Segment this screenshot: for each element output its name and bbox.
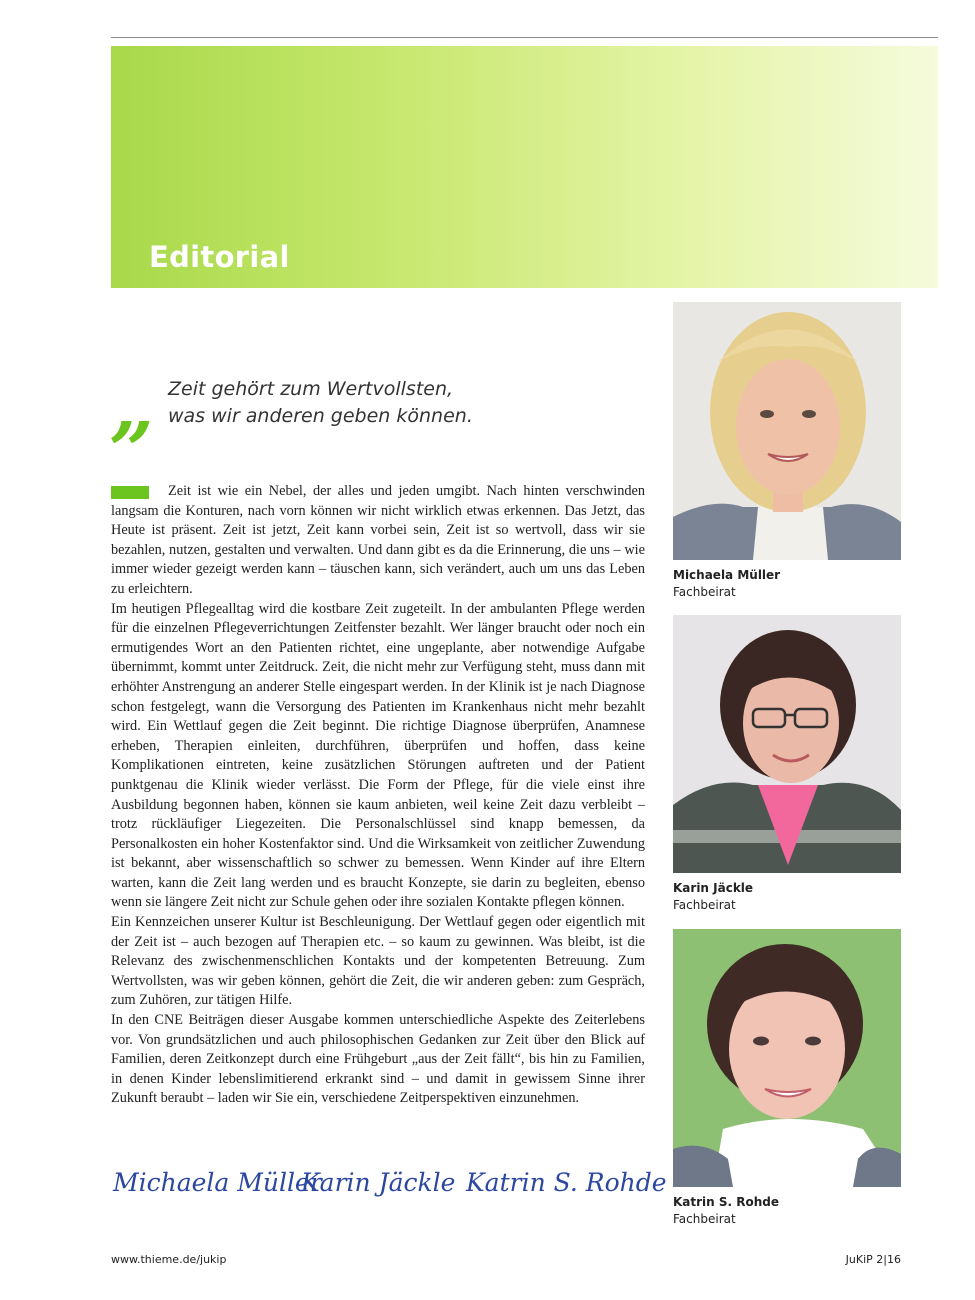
top-rule [111,37,938,38]
signatures [111,1162,667,1224]
article-paragraph: Zeit ist wie ein Nebel, der alles und jeden umgibt. Nach hinten verschwinden langsam die Konturen, nach vorn können wir nicht wirklich etwas erkennen. Das Jetzt, das Heute ist präsent. Zeit ist jetzt, Zeit kann vorbei sein, Zeit ist so wertvoll, dass wir sie bezahlen, nutzen, gestalten und verwalten. Und dann gibt es da die Erinnerung, die uns – wie immer wieder gezeigt werden kann – täuschen kann, sich verändert, auch um uns das Leben zu erleichtern. [111,483,645,597]
signature-1: Michaela Müller [113,1168,322,1197]
footer-url[interactable]: www.thieme.de/jukip [111,1253,227,1266]
quote-mark: „ [110,361,155,452]
signature-3: Katrin S. Rohde [466,1168,667,1197]
pull-quote-line-2: was wir anderen geben können. [168,405,473,427]
signature-2: Karin Jäckle [301,1168,456,1197]
board-member-name: Katrin S. Rohde [673,1195,780,1209]
portrait-photo-3 [673,929,901,1187]
board-member-role: Fachbeirat [673,1212,736,1226]
portrait-photo-1 [673,302,901,560]
article-paragraph: Ein Kennzeichen unserer Kultur ist Beschleunigung. Der Wettlauf gegen oder eigentlich mit der Zeit ist – auch bezogen auf Therapien etc. – so kaum zu gewinnen. Was bleibt, ist die Relevanz des zwischenmenschlichen Kontakts und der kompetenten Betreuung. Zum Wertvollsten, was wir geben können, gehört die Zeit, die wir anderen geben: zum Gespräch, zum Zuhören, zur tätigen Hilfe. [111,914,645,1009]
board-member-name: Karin Jäckle [673,881,754,895]
article-paragraph: Im heutigen Pflegealltag wird die kostbare Zeit zugeteilt. In der ambulanten Pflege werden für die einzelnen Pflegeverrichtungen Zeitfenster bezahlt. Wer länger braucht oder noch ein ermutigendes Wort an den Patienten richtet, eine ungeplante, aber notwendige Aufgabe übernimmt, kommt unter Zeitdruck. Zeit, die nicht mehr zur Verfügung steht, muss dann mit erhöhter Anstrengung an anderer Stelle eingespart werden. In der Klinik ist je nach Diagnose schon festgelegt, wann die Versorgung des Patienten im Krankenhaus nicht mehr bezahlt wird. Ein Wettlauf gegen die Zeit beginnt. Die richtige Diagnose überprüfen, Anamnese erheben, Therapien einleiten, durchführen, überprüfen und hoffen, dass keine Komplikationen eintreten, keine zusätzlichen Störungen auftreten und der Patient punktgenau die Klinik wieder verlässt. Die Form der Pflege, für die viele einst ihre Ausbildung begonnen haben, können sie kaum anbieten, weil keine Zeit dazu verbleibt – trotz rückläufiger Liegezeiten. Die Personalschlüssel sind knapp bemessen, da Personalkosten ein hoher Kostenfaktor sind. Und die Wirksamkeit von zeitlicher Zuwendung ist bekannt, aber wissenschaftlich so schwer zu bemessen. Wenn Kinder auf ihre Eltern warten, kann die Zeit lang werden und es braucht Konzepte, sie darin zu begleiten, ebenso wenn sie längere Zeit nicht zur Schule gehen oder ihre sozialen Kontakte pflegen können. [111,600,645,911]
page-title: Editorial [149,240,290,274]
board-member-role: Fachbeirat [673,585,736,599]
board-member-role: Fachbeirat [673,898,736,912]
article-body [111,482,645,1109]
header-banner [111,46,938,288]
footer-issue: JuKiP 2|16 [845,1253,901,1266]
pull-quote-line-1: Zeit gehört zum Wertvollsten, [168,378,454,400]
portrait-photo-2 [673,615,901,873]
article-paragraph: In den CNE Beiträgen dieser Ausgabe kommen unterschiedliche Aspekte des Zeiterlebens vor. Von grundsätzlichen und auch philosophischen Gedanken zur Zeit über den Blick auf Familien, deren Zeitkonzept durch eine Frühgeburt „aus der Zeit fällt“, bis hin zu Familien, in denen Kinder lebenslimitierend erkrankt sind – und damit in gewissem Sinne ihrer Zukunft beraubt – laden wir Sie ein, verschiedene Zeitperspektiven einzunehmen. [111,1012,645,1107]
board-member-name: Michaela Müller [673,568,781,582]
pull-quote [168,376,608,430]
